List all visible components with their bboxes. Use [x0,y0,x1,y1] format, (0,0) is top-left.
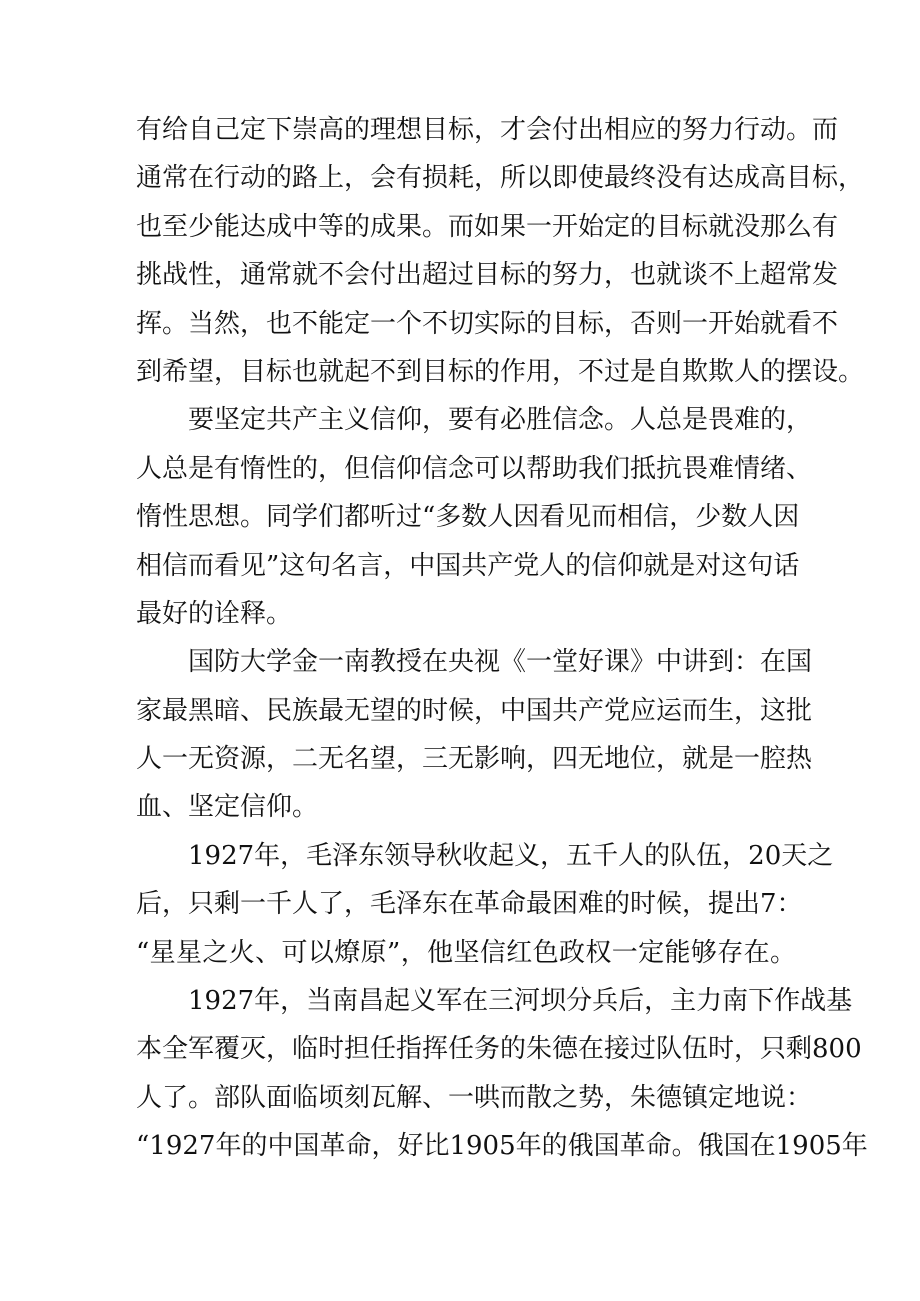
text-line: 人总是有惰性的，但信仰信念可以帮助我们抵抗畏难情绪、 [136,453,813,484]
text-line: 惰性思想。同学们都听过“多数人因看见而相信，少数人因 [136,502,800,533]
paragraph-first-line: 1927年，毛泽东领导秋收起义，五千人的队伍，20天之 [188,840,834,871]
text-line: 人了。部队面临顷刻瓦解、一哄而散之势，朱德镇定地说： [136,1082,813,1113]
paragraph-first-line: 1927年，当南昌起义军在三河坝分兵后，主力南下作战基 [188,986,853,1017]
text-line: 通常在行动的路上，会有损耗，所以即使最终没有达成高目标， [136,163,865,194]
text-line: 人一无资源，二无名望，三无影响，四无地位，就是一腔热 [136,744,813,775]
text-line: 挥。当然，也不能定一个不切实际的目标，否则一开始就看不 [136,308,839,339]
text-line: 最好的诠释。 [136,598,293,629]
text-line: 后，只剩一千人了，毛泽东在革命最困难的时候，提出7： [136,889,803,920]
body-text [136,106,868,1171]
text-line: 有给自己定下崇高的理想目标，才会付出相应的努力行动。而 [136,115,839,145]
paragraph-first-line: 国防大学金一南教授在央视《一堂好课》中讲到：在国 [188,647,813,678]
text-line: 也至少能达成中等的成果。而如果一开始定的目标就没那么有 [136,211,839,242]
text-line: “1927年的中国革命，好比1905年的俄国革命。俄国在1905年 [136,1131,868,1162]
paragraph-first-line: 要坚定共产主义信仰，要有必胜信念。人总是畏难的， [188,405,813,436]
text-line: 家最黑暗、民族最无望的时候，中国共产党应运而生，这批 [136,695,813,726]
text-line: 血、坚定信仰。 [136,792,319,823]
text-line: 到希望，目标也就起不到目标的作用，不过是自欺欺人的摆设。 [136,356,865,387]
text-line: 挑战性，通常就不会付出超过目标的努力，也就谈不上超常发 [136,260,839,291]
text-line: “星星之火、可以燎原”，他坚信红色政权一定能够存在。 [136,937,796,968]
text-line: 相信而看见”这句名言，中国共产党人的信仰就是对这句话 [136,550,800,581]
text-line: 本全军覆灭，临时担任指挥任务的朱德在接过队伍时，只剩800 [136,1034,862,1065]
